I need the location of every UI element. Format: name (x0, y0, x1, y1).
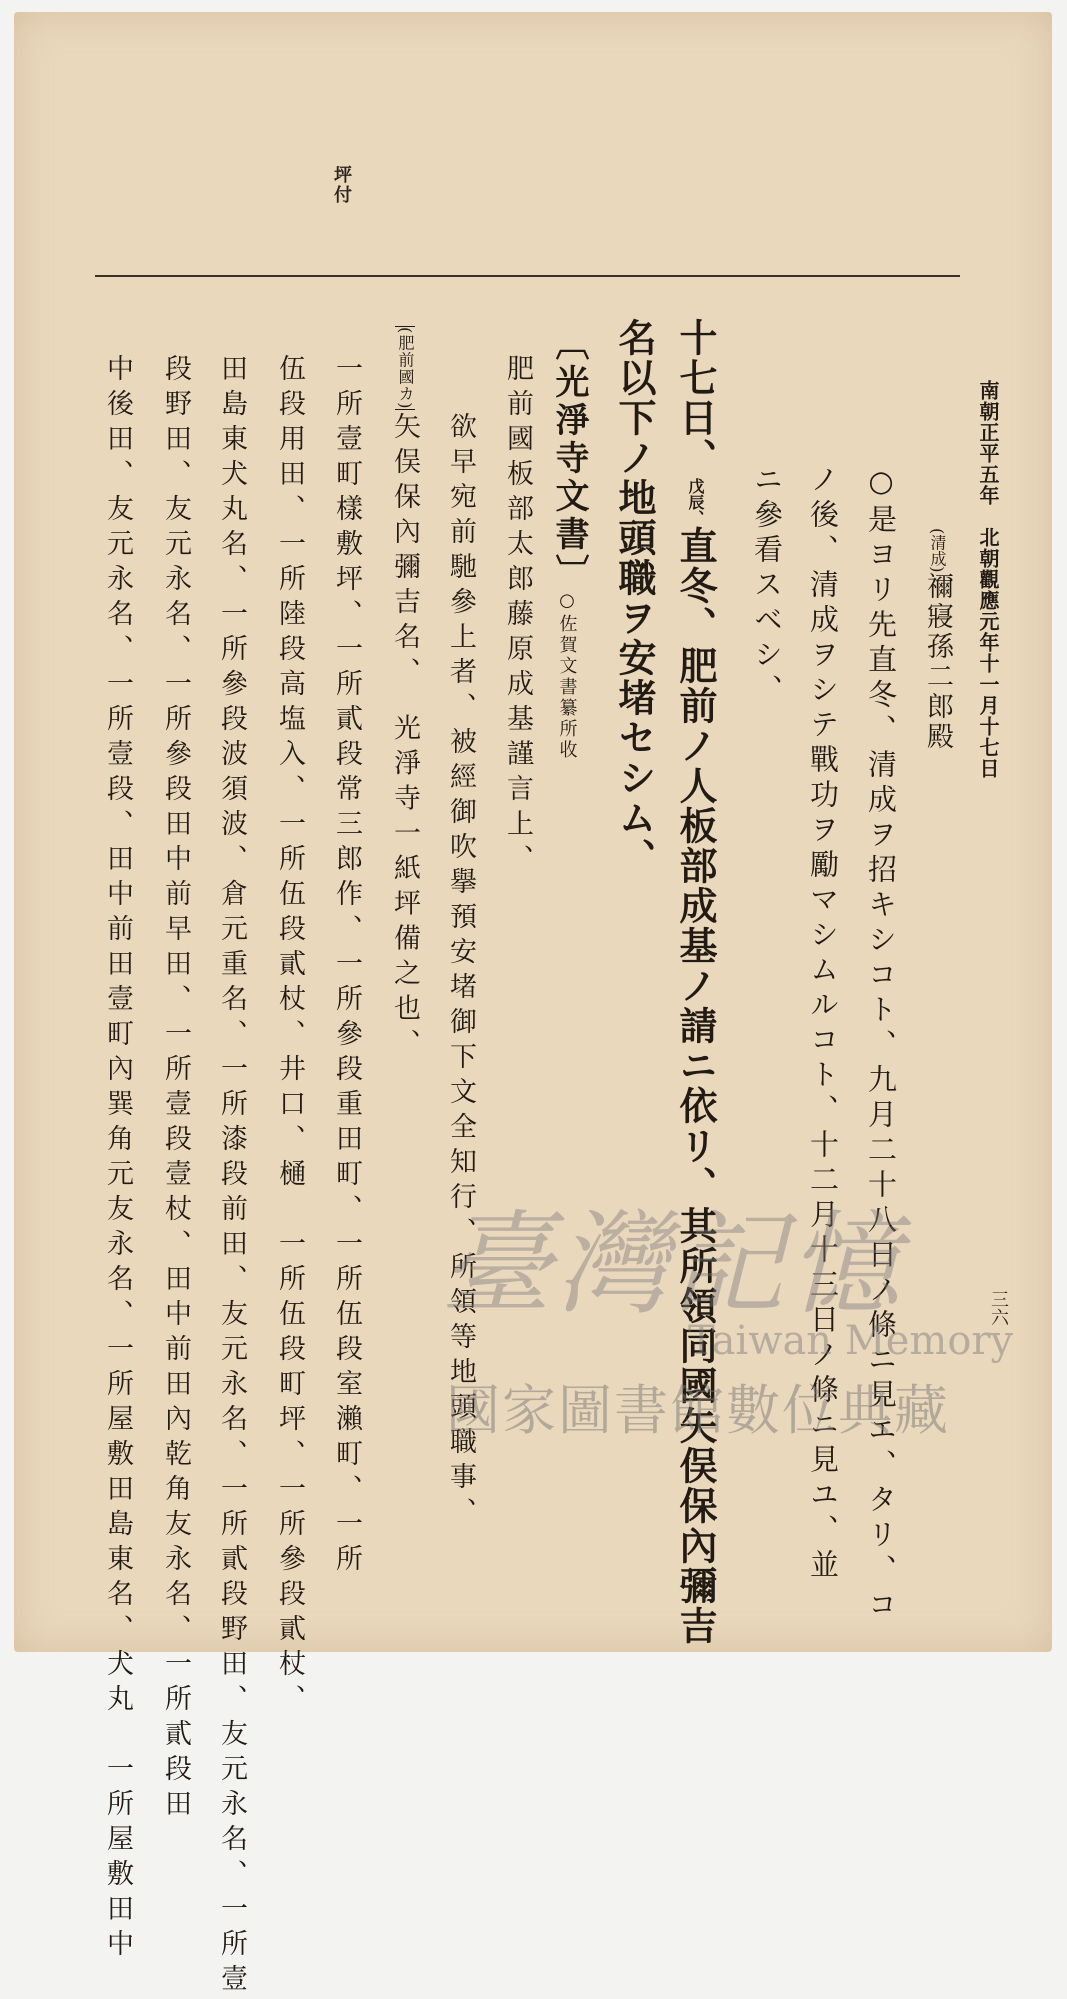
source-title: 〔光淨寺文書〕 (549, 326, 589, 592)
watermark-cjk: 臺灣記憶 (440, 1200, 904, 1330)
body-line-3: 矢俣保內彌吉名、 光淨寺一紙坪備之也、 (389, 412, 420, 1064)
body-line-8: 中後田、友元永名、一所壹段、田中前田壹町內巽角元友永名、一所屋敷田島東名、犬丸 一所屋敷田中 (102, 354, 133, 1964)
headline-text: 直冬、肥前ノ人板部成基ノ請ニ依リ、其所領同國矢俣保內彌吉 (673, 526, 718, 1646)
headline-line-1 (673, 318, 718, 1646)
addressee-line (924, 528, 951, 752)
note-line-2: ノ後、清成ヲシテ戰功ヲ勵マシムルコト、十二月十三日ノ條ニ見ユ、並 (806, 464, 840, 1584)
body-line-7: 段野田、友元永名、一所參段田中前早田、一所壹段壹杖、田中前田內乾角友永名、一所貳段田 (160, 354, 191, 1824)
body-line-6: 田島東犬丸名、一所參段波須波、倉元重名、一所漆段前田、友元永名、一所貳段野田、友元永名、一所壹 (216, 354, 247, 1999)
running-head: 南朝正平五年 北朝觀應元年十一月十七日 (976, 380, 1000, 779)
header-rule (95, 275, 960, 277)
body-line-5: 伍段用田、一所陸段高塩入、一所伍段貳杖、井口、樋 一所伍段町坪、一所參段貳杖、 (274, 354, 305, 1719)
note-line-1: ○是ヨリ先直冬、清成ヲ招キシコト、九月二十八日ノ條ニ見エ、タリ、コ (864, 464, 898, 1624)
page-number: 三六 (988, 1290, 1009, 1326)
headline-line-2: 名以下ノ地頭職ヲ安堵セシム、 (612, 318, 657, 878)
margin-note: 坪付 (331, 165, 352, 205)
watermark-english: Taiwan Memory (688, 1318, 1014, 1364)
body-line-2: 欲早宛前馳參上者、被經御吹擧預安堵御下文全知行、所領等地頭職事、 (445, 412, 476, 1532)
body-line-4: 一所壹町樣敷坪、一所貳段常三郎作、一所參段重田町、一所伍段室瀨町、一所 (331, 354, 362, 1579)
addressee-annotation: (清成) (928, 528, 947, 573)
headline-date: 十七日、 (673, 318, 718, 478)
body-line-1: 肥前國板部太郎藤原成基謹言上、 (502, 354, 533, 879)
bracket-annotation: (肥前國カ) (396, 327, 415, 410)
watermark-library: 國家圖書館數位典藏 (446, 1379, 950, 1442)
note-line-3: ニ參看スベシ、 (750, 464, 784, 709)
source-note: ○佐賀文書纂所收 (556, 590, 578, 761)
addressee-text: 禰寢孫二郎殿 (922, 572, 953, 753)
headline-date-annotation: 戊辰、 (686, 478, 705, 526)
